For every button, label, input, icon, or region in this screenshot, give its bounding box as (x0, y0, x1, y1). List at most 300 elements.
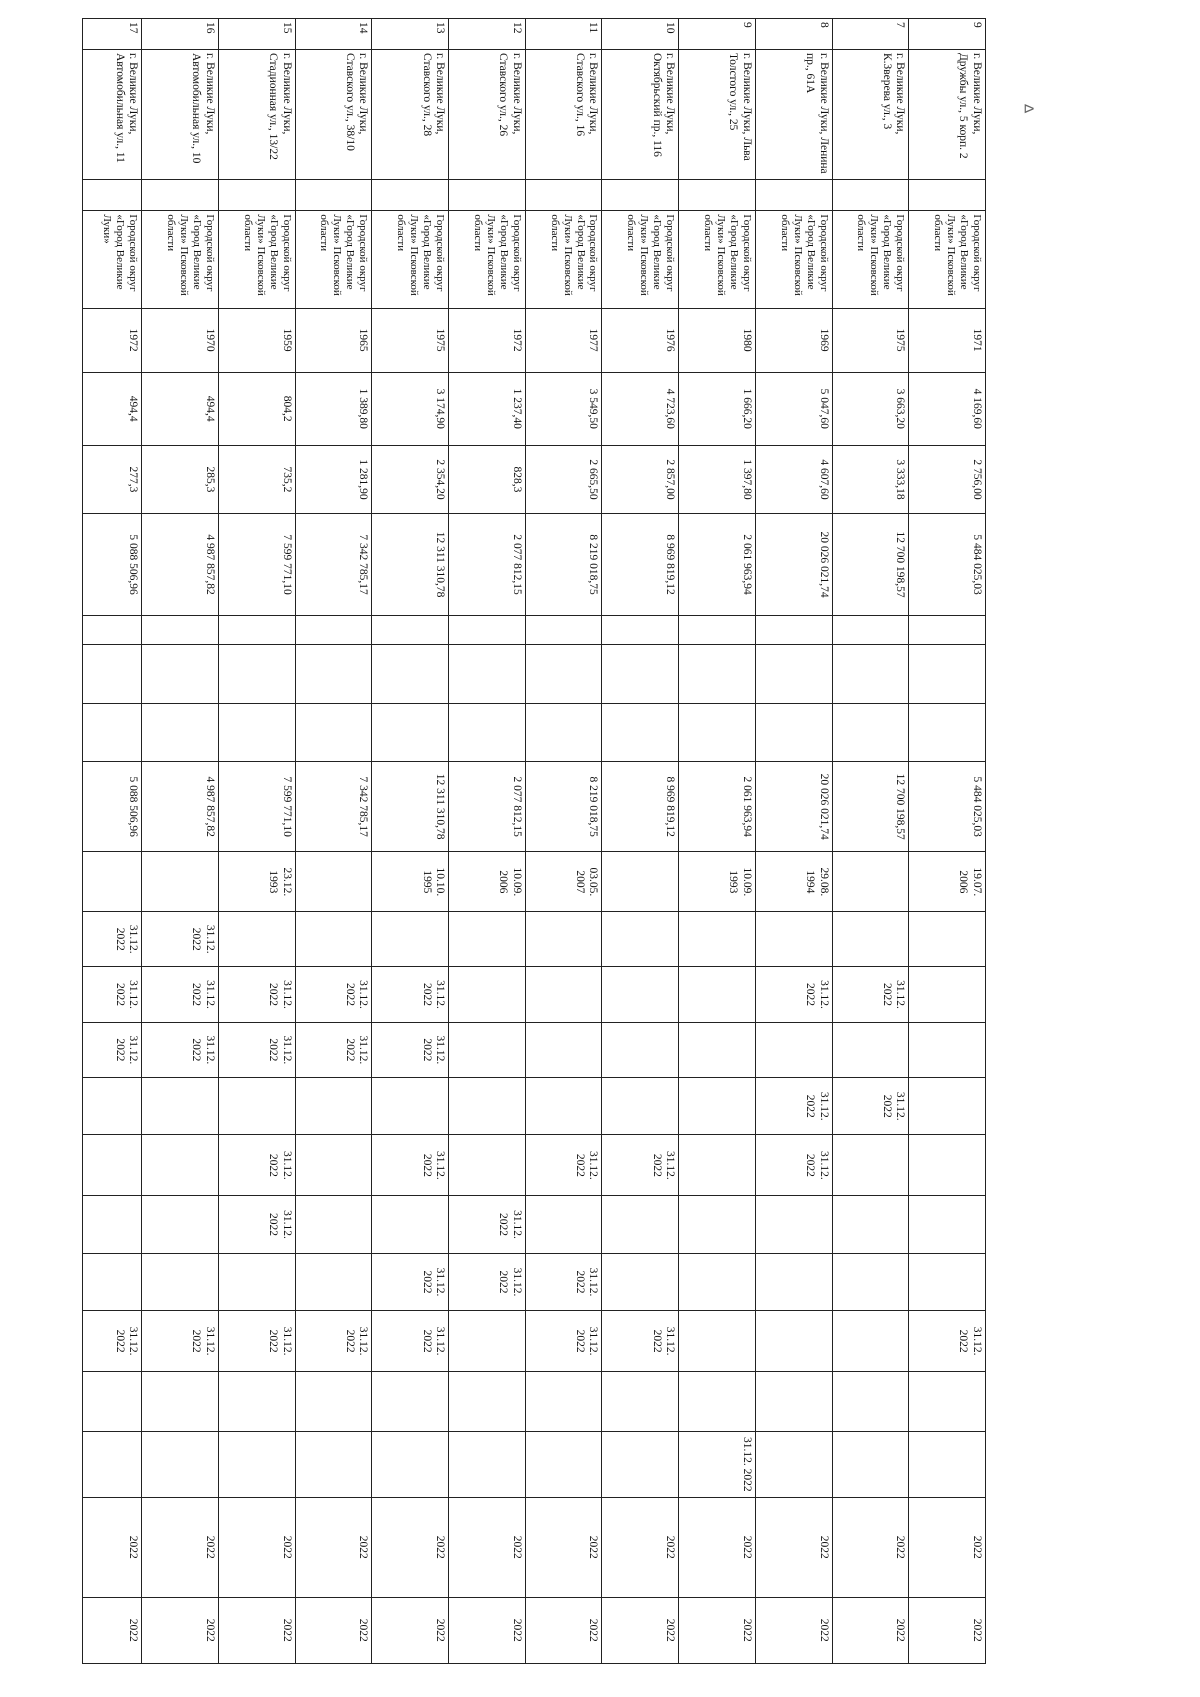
cell-owner: Городской округ «Город Великие Луки» Псковской области (755, 211, 832, 308)
cell-e1 (755, 615, 832, 644)
cell-y1: 2022 (679, 1498, 756, 1597)
registry-table (82, 18, 986, 1664)
cell-d6 (909, 1196, 986, 1253)
cell-d3 (832, 1022, 909, 1077)
cell-y1: 2022 (295, 1498, 372, 1597)
cell-address: г. Великие Луки, Автомобильная ул., 10 (142, 49, 219, 179)
cell-e2 (218, 644, 295, 704)
cell-d4: 31.12. 2022 (755, 1077, 832, 1134)
cell-address: г. Великие Луки, Ставского ул., 28 (372, 49, 449, 179)
cell-d6 (602, 1196, 679, 1253)
cell-owner: Городской округ «Город Великие Луки» Псковской области (679, 211, 756, 308)
cell-date_reg (602, 852, 679, 912)
cell-d8: 31.12. 2022 (295, 1311, 372, 1372)
cell-year: 1959 (218, 308, 295, 372)
cell-num: 15 (218, 19, 295, 50)
cell-blank (679, 180, 756, 211)
cell-num: 9 (679, 19, 756, 50)
cell-year: 1971 (909, 308, 986, 372)
cell-e2 (909, 644, 986, 704)
cell-e3 (218, 704, 295, 761)
cell-e3 (449, 704, 526, 761)
cell-e3 (372, 704, 449, 761)
cell-e1 (679, 615, 756, 644)
cell-d8: 31.12. 2022 (83, 1311, 142, 1372)
cell-y1: 2022 (755, 1498, 832, 1597)
cell-e2 (295, 644, 372, 704)
cell-d8: 31.12. 2022 (218, 1311, 295, 1372)
cell-e3 (909, 704, 986, 761)
cell-d9 (142, 1372, 219, 1432)
cell-d2 (909, 967, 986, 1022)
cell-cost: 12 700 198,57 (832, 514, 909, 616)
cell-e1 (525, 615, 602, 644)
cell-e2 (602, 644, 679, 704)
cell-d1 (909, 912, 986, 967)
cell-d8 (755, 1311, 832, 1372)
cell-d5 (449, 1135, 526, 1196)
cell-blank (832, 180, 909, 211)
cell-owner: Городской округ «Город Великие Луки» Псковской области (909, 211, 986, 308)
table-row (372, 19, 449, 1664)
cell-date_reg: 10.09. 2006 (449, 852, 526, 912)
cell-d2: 31.12. 2022 (372, 967, 449, 1022)
cell-e1 (449, 615, 526, 644)
cell-address: г. Великие Луки, Стадионная ул., 13/22 (218, 49, 295, 179)
cell-address: г. Великие Луки, Октябрьский пр., 116 (602, 49, 679, 179)
cell-y2: 2022 (832, 1597, 909, 1664)
cell-d4 (142, 1077, 219, 1134)
cell-d2: 31.12. 2022 (755, 967, 832, 1022)
cell-owner: Городской округ «Город Великие Луки» Псковской области (372, 211, 449, 308)
cell-d4 (295, 1077, 372, 1134)
cell-e1 (372, 615, 449, 644)
cell-year: 1972 (449, 308, 526, 372)
cell-y2: 2022 (679, 1597, 756, 1664)
cell-num: 7 (832, 19, 909, 50)
cell-e3 (602, 704, 679, 761)
cell-owner: Городской округ «Город Великие Луки» Псковской области (449, 211, 526, 308)
cell-e1 (142, 615, 219, 644)
cell-y1: 2022 (372, 1498, 449, 1597)
table-row (449, 19, 526, 1664)
cell-y2: 2022 (602, 1597, 679, 1664)
cell-address: г. Великие Луки, Дружбы ул., 5 корп. 2 (909, 49, 986, 179)
cell-area_total: 1 389,80 (295, 372, 372, 445)
cell-y1: 2022 (142, 1498, 219, 1597)
cell-d7 (295, 1253, 372, 1310)
cell-owner: Городской округ «Город Великие Луки» Псковской области (602, 211, 679, 308)
cell-d10 (372, 1431, 449, 1497)
cell-cost2: 8 969 819,12 (602, 761, 679, 852)
cell-y2: 2022 (295, 1597, 372, 1664)
cell-num: 8 (755, 19, 832, 50)
cell-cost: 5 484 025,03 (909, 514, 986, 616)
cell-y2: 2022 (218, 1597, 295, 1664)
cell-d9 (372, 1372, 449, 1432)
cell-e2 (832, 644, 909, 704)
cell-e2 (449, 644, 526, 704)
cell-d8: 31.12. 2022 (142, 1311, 219, 1372)
cell-d7: 31.12. 2022 (372, 1253, 449, 1310)
cell-area_total: 494,4 (83, 372, 142, 445)
cell-d10 (832, 1431, 909, 1497)
cell-d4 (679, 1077, 756, 1134)
cell-d3 (525, 1022, 602, 1077)
cell-address: г. Великие Луки, Ставского ул., 16 (525, 49, 602, 179)
cell-d1 (602, 912, 679, 967)
cell-date_reg: 19.07. 2006 (909, 852, 986, 912)
cell-year: 1970 (142, 308, 219, 372)
cell-d7 (679, 1253, 756, 1310)
cell-date_reg: 10.10. 1995 (372, 852, 449, 912)
cell-area_living: 828,3 (449, 445, 526, 514)
cell-d1: 31.12. 2022 (83, 912, 142, 967)
cell-blank (295, 180, 372, 211)
cell-d3: 31.12. 2022 (372, 1022, 449, 1077)
cell-d10 (83, 1431, 142, 1497)
cell-d9 (832, 1372, 909, 1432)
cell-e3 (83, 704, 142, 761)
cell-date_reg: 03.05. 2007 (525, 852, 602, 912)
cell-e1 (83, 615, 142, 644)
cell-num: 12 (449, 19, 526, 50)
cell-area_living: 2 857,00 (602, 445, 679, 514)
cell-d4 (602, 1077, 679, 1134)
cell-cost2: 5 484 025,03 (909, 761, 986, 852)
cell-cost: 7 599 771,10 (218, 514, 295, 616)
cell-d2: 31.12. 2022 (832, 967, 909, 1022)
table-row (679, 19, 756, 1664)
cell-d5 (832, 1135, 909, 1196)
cell-d10 (602, 1431, 679, 1497)
cell-address: г. Великие Луки, Ленина пр., 61А (755, 49, 832, 179)
cell-e1 (218, 615, 295, 644)
cell-d10 (449, 1431, 526, 1497)
cell-d8: 31.12. 2022 (602, 1311, 679, 1372)
cell-area_total: 4 169,60 (909, 372, 986, 445)
cell-num: 16 (142, 19, 219, 50)
cell-area_living: 4 607,60 (755, 445, 832, 514)
cell-y1: 2022 (832, 1498, 909, 1597)
cell-area_living: 285,3 (142, 445, 219, 514)
cell-e1 (909, 615, 986, 644)
cell-num: 10 (602, 19, 679, 50)
cell-year: 1975 (832, 308, 909, 372)
table-row (755, 19, 832, 1664)
cell-date_reg (83, 852, 142, 912)
cell-num: 9 (909, 19, 986, 50)
cell-area_living: 277,3 (83, 445, 142, 514)
cell-y2: 2022 (755, 1597, 832, 1664)
cell-e3 (755, 704, 832, 761)
cell-year: 1976 (602, 308, 679, 372)
cell-d4 (218, 1077, 295, 1134)
cell-year: 1975 (372, 308, 449, 372)
cell-area_total: 494,4 (142, 372, 219, 445)
cell-cost2: 4 987 857,82 (142, 761, 219, 852)
cell-address: г. Великие Луки, К.Зверева ул., 3 (832, 49, 909, 179)
cell-e2 (372, 644, 449, 704)
cell-e2 (142, 644, 219, 704)
cell-d5: 31.12. 2022 (755, 1135, 832, 1196)
cell-d7 (602, 1253, 679, 1310)
cell-d3 (909, 1022, 986, 1077)
cell-d8: 31.12. 2022 (909, 1311, 986, 1372)
cell-num: 17 (83, 19, 142, 50)
cell-area_living: 3 333,18 (832, 445, 909, 514)
table-row (218, 19, 295, 1664)
cell-d3 (449, 1022, 526, 1077)
cell-d2: 31.12. 2022 (83, 967, 142, 1022)
table-row (832, 19, 909, 1664)
cell-d9 (449, 1372, 526, 1432)
cell-d10 (142, 1431, 219, 1497)
cell-area_total: 804,2 (218, 372, 295, 445)
cell-cost2: 12 311 310,78 (372, 761, 449, 852)
cell-area_total: 3 663,20 (832, 372, 909, 445)
cell-cost2: 12 700 198,57 (832, 761, 909, 852)
cell-d9 (679, 1372, 756, 1432)
cell-cost2: 2 061 963,94 (679, 761, 756, 852)
cell-e3 (832, 704, 909, 761)
table-row (295, 19, 372, 1664)
cell-area_total: 5 047,60 (755, 372, 832, 445)
cell-area_living: 735,2 (218, 445, 295, 514)
cell-cost: 20 026 021,74 (755, 514, 832, 616)
cell-cost2: 7 599 771,10 (218, 761, 295, 852)
cell-d6 (525, 1196, 602, 1253)
cell-d9 (295, 1372, 372, 1432)
cell-e1 (832, 615, 909, 644)
cell-y2: 2022 (142, 1597, 219, 1664)
cell-d1 (372, 912, 449, 967)
cell-num: 14 (295, 19, 372, 50)
cell-e3 (525, 704, 602, 761)
cell-d5: 31.12. 2022 (602, 1135, 679, 1196)
cell-e3 (295, 704, 372, 761)
cell-d5: 31.12. 2022 (372, 1135, 449, 1196)
cell-e3 (679, 704, 756, 761)
cell-year: 1969 (755, 308, 832, 372)
cell-owner: Городской округ «Город Великие Луки» Псковской области (142, 211, 219, 308)
cell-d1 (218, 912, 295, 967)
cell-d7: 31.12. 2022 (449, 1253, 526, 1310)
cell-d5 (295, 1135, 372, 1196)
cell-d1 (755, 912, 832, 967)
cell-d8 (679, 1311, 756, 1372)
cell-d10 (525, 1431, 602, 1497)
cell-blank (83, 180, 142, 211)
cell-e3 (142, 704, 219, 761)
cell-owner: Городской округ «Город Великие Луки» Псковской области (295, 211, 372, 308)
table-row (909, 19, 986, 1664)
cell-d4 (83, 1077, 142, 1134)
table-row (602, 19, 679, 1664)
cell-d5: 31.12. 2022 (218, 1135, 295, 1196)
cell-y2: 2022 (83, 1597, 142, 1664)
cell-d1: 31.12. 2022 (142, 912, 219, 967)
cell-d6: 31.12. 2022 (449, 1196, 526, 1253)
cell-cost: 5 088 506,96 (83, 514, 142, 616)
cell-cost: 2 061 963,94 (679, 514, 756, 616)
cell-blank (449, 180, 526, 211)
page-mark: ᐞ (1011, 102, 1037, 115)
table-row (142, 19, 219, 1664)
cell-e2 (755, 644, 832, 704)
cell-d3: 31.12. 2022 (295, 1022, 372, 1077)
cell-cost: 8 219 018,75 (525, 514, 602, 616)
cell-d5 (83, 1135, 142, 1196)
cell-d3: 31.12. 2022 (142, 1022, 219, 1077)
cell-address: г. Великие Луки, Автомобильная ул., 11 (83, 49, 142, 179)
cell-d2 (602, 967, 679, 1022)
cell-d9 (525, 1372, 602, 1432)
cell-date_reg: 10.09. 1993 (679, 852, 756, 912)
cell-d9 (218, 1372, 295, 1432)
cell-y1: 2022 (525, 1498, 602, 1597)
cell-owner: Городской округ «Город Великие Луки» (83, 211, 142, 308)
cell-year: 1977 (525, 308, 602, 372)
cell-d1 (295, 912, 372, 967)
cell-area_total: 4 723,60 (602, 372, 679, 445)
cell-d7 (755, 1253, 832, 1310)
cell-cost: 4 987 857,82 (142, 514, 219, 616)
cell-d6: 31.12. 2022 (218, 1196, 295, 1253)
cell-d8: 31.12. 2022 (372, 1311, 449, 1372)
cell-y1: 2022 (449, 1498, 526, 1597)
cell-d9 (83, 1372, 142, 1432)
cell-d2: 31.12. 2022 (295, 967, 372, 1022)
cell-d1 (679, 912, 756, 967)
cell-blank (909, 180, 986, 211)
cell-area_total: 1 237,40 (449, 372, 526, 445)
cell-e1 (295, 615, 372, 644)
cell-cost: 2 077 812,15 (449, 514, 526, 616)
cell-d2 (449, 967, 526, 1022)
cell-d10: 31.12. 2022 (679, 1431, 756, 1497)
cell-blank (602, 180, 679, 211)
cell-date_reg: 23.12. 1993 (218, 852, 295, 912)
cell-d2: 31.12. 2022 (218, 967, 295, 1022)
cell-d10 (755, 1431, 832, 1497)
cell-d6 (142, 1196, 219, 1253)
cell-d5 (679, 1135, 756, 1196)
cell-blank (755, 180, 832, 211)
cell-d5 (142, 1135, 219, 1196)
cell-cost2: 5 088 506,96 (83, 761, 142, 852)
cell-blank (525, 180, 602, 211)
table-row (525, 19, 602, 1664)
cell-owner: Городской округ «Город Великие Луки» Псковской области (218, 211, 295, 308)
cell-d4 (525, 1077, 602, 1134)
cell-y1: 2022 (83, 1498, 142, 1597)
cell-area_total: 3 174,90 (372, 372, 449, 445)
cell-d6 (83, 1196, 142, 1253)
cell-e1 (602, 615, 679, 644)
cell-d1 (832, 912, 909, 967)
cell-d5 (909, 1135, 986, 1196)
cell-y1: 2022 (602, 1498, 679, 1597)
cell-d8 (449, 1311, 526, 1372)
cell-d2 (679, 967, 756, 1022)
cell-d3 (755, 1022, 832, 1077)
cell-year: 1965 (295, 308, 372, 372)
cell-d2: 31.12. 2022 (142, 967, 219, 1022)
cell-area_living: 2 756,00 (909, 445, 986, 514)
cell-d10 (218, 1431, 295, 1497)
cell-date_reg (142, 852, 219, 912)
cell-d6 (832, 1196, 909, 1253)
cell-y2: 2022 (372, 1597, 449, 1664)
cell-d1 (525, 912, 602, 967)
cell-cost: 7 342 785,17 (295, 514, 372, 616)
rotated-sheet (82, 18, 986, 1664)
cell-d7 (832, 1253, 909, 1310)
cell-d7: 31.12. 2022 (525, 1253, 602, 1310)
cell-area_total: 1 666,20 (679, 372, 756, 445)
cell-y2: 2022 (909, 1597, 986, 1664)
cell-address: г. Великие Луки, Ставского ул., 38/10 (295, 49, 372, 179)
cell-blank (142, 180, 219, 211)
cell-d4 (449, 1077, 526, 1134)
cell-e2 (83, 644, 142, 704)
cell-d7 (142, 1253, 219, 1310)
cell-d10 (295, 1431, 372, 1497)
cell-cost2: 8 219 018,75 (525, 761, 602, 852)
cell-d6 (295, 1196, 372, 1253)
cell-cost2: 20 026 021,74 (755, 761, 832, 852)
cell-d4 (909, 1077, 986, 1134)
cell-d7 (218, 1253, 295, 1310)
cell-d6 (755, 1196, 832, 1253)
cell-d6 (372, 1196, 449, 1253)
cell-address: г. Великие Луки, Льва Толстого ул., 25 (679, 49, 756, 179)
cell-d7 (83, 1253, 142, 1310)
cell-owner: Городской округ «Город Великие Луки» Псковской области (525, 211, 602, 308)
cell-area_living: 1 281,90 (295, 445, 372, 514)
table-row (83, 19, 142, 1664)
cell-d1 (449, 912, 526, 967)
cell-d3 (602, 1022, 679, 1077)
cell-e2 (679, 644, 756, 704)
cell-d9 (755, 1372, 832, 1432)
cell-num: 11 (525, 19, 602, 50)
cell-d4: 31.12. 2022 (832, 1077, 909, 1134)
cell-cost: 8 969 819,12 (602, 514, 679, 616)
cell-d5: 31.12. 2022 (525, 1135, 602, 1196)
cell-y2: 2022 (525, 1597, 602, 1664)
cell-date_reg (832, 852, 909, 912)
cell-cost2: 7 342 785,17 (295, 761, 372, 852)
cell-cost2: 2 077 812,15 (449, 761, 526, 852)
cell-area_total: 3 549,50 (525, 372, 602, 445)
cell-d9 (909, 1372, 986, 1432)
cell-d4 (372, 1077, 449, 1134)
cell-e2 (525, 644, 602, 704)
cell-d3: 31.12. 2022 (83, 1022, 142, 1077)
cell-cost: 12 311 310,78 (372, 514, 449, 616)
cell-blank (372, 180, 449, 211)
cell-d7 (909, 1253, 986, 1310)
cell-d3: 31.12. 2022 (218, 1022, 295, 1077)
cell-area_living: 1 397,80 (679, 445, 756, 514)
cell-blank (218, 180, 295, 211)
cell-y2: 2022 (449, 1597, 526, 1664)
cell-y1: 2022 (218, 1498, 295, 1597)
cell-d8 (832, 1311, 909, 1372)
cell-address: г. Великие Луки, Ставского ул., 26 (449, 49, 526, 179)
